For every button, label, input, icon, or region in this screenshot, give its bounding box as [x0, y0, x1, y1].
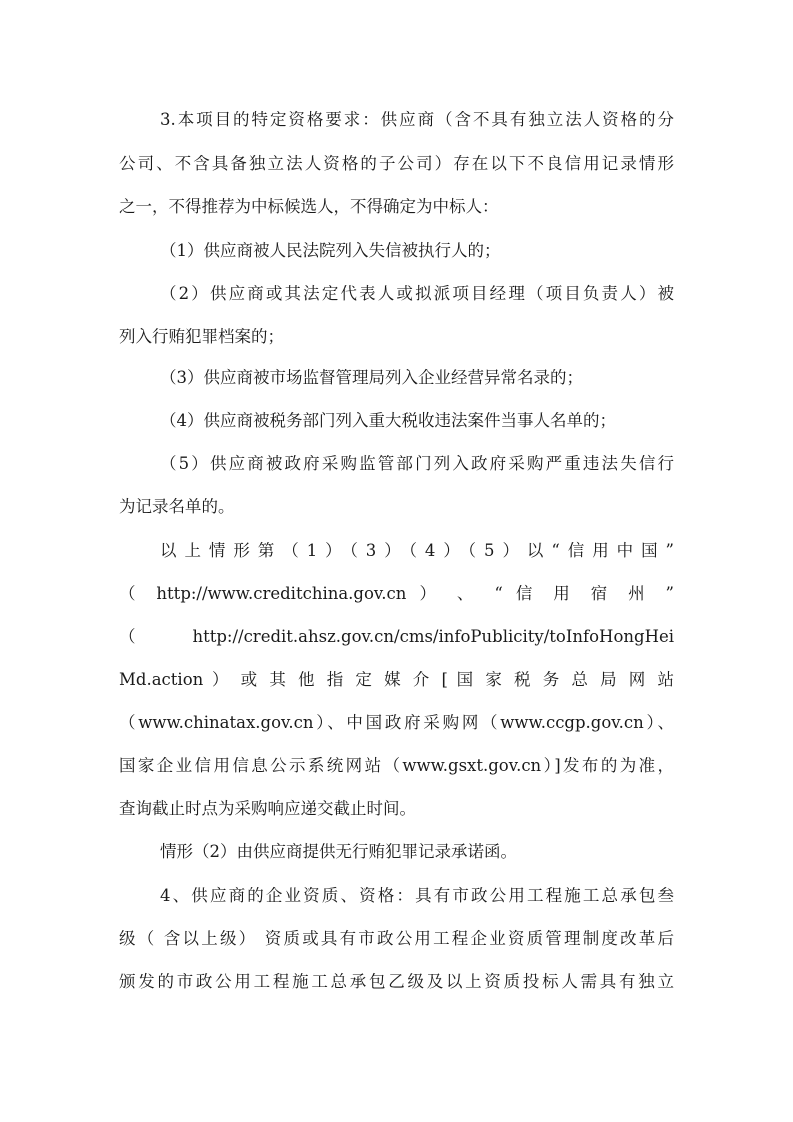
source-paragraph-line-5: （www.chinatax.gov.cn）、中国政府采购网（www.ccgp.gov.cn）、 — [119, 713, 674, 732]
source-paragraph-line-3: （http://credit.ahsz.gov.cn/cms/infoPublicity/toInfoHongHei — [119, 627, 674, 646]
qualification-paragraph-line-2: 级（ 含以上级） 资质或具有市政公用工程企业资质管理制度改革后 — [119, 929, 674, 948]
source-paragraph-line-2: （ http://www.creditchina.gov.cn ） 、 “ 信 用 宿 州 ” — [119, 584, 674, 603]
case-2-note: 情形（2）由供应商提供无行贿犯罪记录承诺函。 — [160, 842, 517, 861]
source-paragraph-line-7: 查询截止时点为采购响应递交截止时间。 — [119, 799, 416, 818]
list-item-5-line-2: 为记录名单的。 — [119, 497, 235, 516]
list-item-1: （1）供应商被人民法院列入失信被执行人的； — [160, 241, 501, 260]
list-item-2-line-1: （2）供应商或其法定代表人或拟派项目经理（项目负责人）被 — [160, 284, 674, 303]
list-item-3: （3）供应商被市场监督管理局列入企业经营异常名录的； — [160, 368, 583, 387]
source-paragraph-line-6: 国家企业信用信息公示系统网站（www.gsxt.gov.cn）]发布的为准， — [119, 756, 674, 775]
list-item-2-line-2: 列入行贿犯罪档案的； — [119, 327, 284, 346]
qualification-paragraph-line-3: 颁发的市政公用工程施工总承包乙级及以上资质投标人需具有独立 — [119, 972, 674, 991]
list-item-4: （4）供应商被税务部门列入重大税收违法案件当事人名单的； — [160, 411, 616, 430]
list-item-5-line-1: （5）供应商被政府采购监管部门列入政府采购严重违法失信行 — [160, 454, 674, 473]
paragraph-line-1: 3.本项目的特定资格要求：供应商（含不具有独立法人资格的分 — [160, 110, 674, 129]
paragraph-line-3: 之一，不得推荐为中标候选人，不得确定为中标人： — [119, 197, 499, 216]
qualification-paragraph-line-1: 4、供应商的企业资质、资格：具有市政公用工程施工总承包叁 — [160, 886, 674, 905]
paragraph-line-2: 公司、不含具备独立法人资格的子公司）存在以下不良信用记录情形 — [119, 154, 674, 173]
source-paragraph-line-1: 以上情形第（1）（3）（4）（5）以“信用中国” — [160, 541, 674, 560]
source-paragraph-line-4: Md.action ） 或 其 他 指 定 媒 介 [ 国 家 税 务 总 局 网 站 — [119, 670, 674, 689]
